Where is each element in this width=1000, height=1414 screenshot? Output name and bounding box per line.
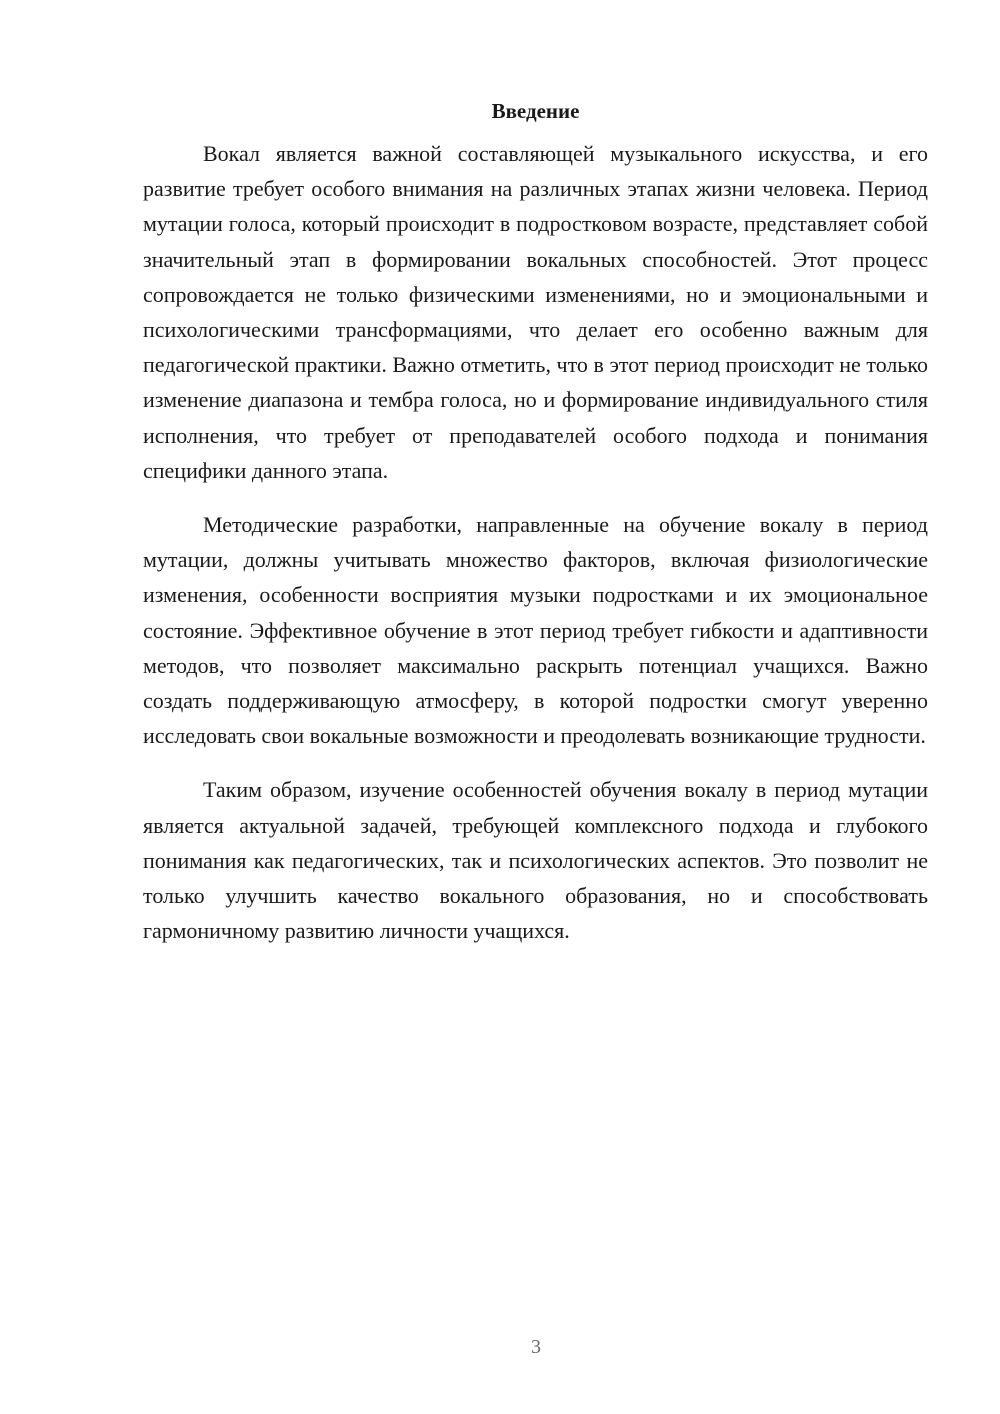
paragraph-2: Методические разработки, направленные на обучение вокалу в период мутации, должны учитывать множество факторов, включая физиологические изменения, особенности восприятия музыки подростками и их эмоциональное состояние. Эффективное обучение в этот период требует гибкости и адаптивности методов, что позволяет максимально раскрыть потенциал учащихся. Важно создать поддерживающую атмосферу, в которой подростки смогут уверенно исследовать свои вокальные возможности и преодолевать возникающие трудности. (143, 512, 928, 749)
paragraph-1: Вокал является важной составляющей музыкального искусства, и его развитие требует особого внимания на различных этапах жизни человека. Период мутации голоса, который происходит в подростковом возрасте, представляет собой значительный этап в формировании вокальных способностей. Этот процесс сопровождается не только физическими изменениями, но и эмоциональными и психологическими трансформациями, что делает его особенно важным для педагогической практики. Важно отметить, что в этот период происходит не только изменение диапазона и тембра голоса, но и формирование индивидуального стиля исполнения, что требует от преподавателей особого подхода и понимания специфики данного этапа. (143, 141, 928, 483)
paragraph-3: Таким образом, изучение особенностей обучения вокалу в период мутации является актуальной задачей, требующей комплексного подхода и глубокого понимания как педагогических, так и психологических аспектов. Это позволит не только улучшить качество вокального образования, но и способствовать гармоничному развитию личности учащихся. (143, 777, 928, 944)
page-content (143, 96, 928, 967)
page-number: 3 (531, 1336, 541, 1358)
section-title: Введение (491, 99, 580, 123)
